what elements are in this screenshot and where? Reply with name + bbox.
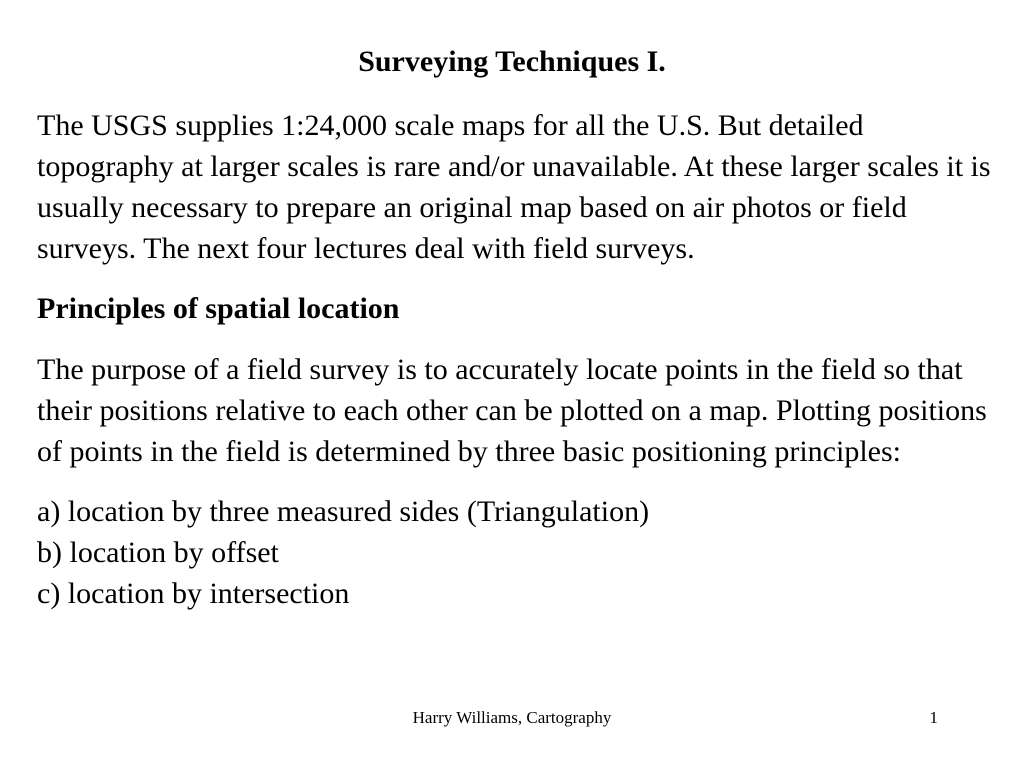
page-number: 1: [929, 708, 938, 727]
slide-title: Surveying Techniques I.: [358, 45, 666, 78]
section-paragraph: The purpose of a field survey is to accurately locate points in the field so that their positions relative to each other can be plotted on a map. Plotting positions of points in the field is determined by three basic positioning principles:: [37, 353, 987, 468]
list-item: b) location by offset: [37, 536, 279, 569]
footer-author: Harry Williams, Cartography: [412, 708, 612, 727]
principles-list: [37, 491, 997, 614]
list-item: c) location by intersection: [37, 577, 350, 610]
intro-paragraph: The USGS supplies 1:24,000 scale maps for all the U.S. But detailed topography at larger scales is rare and/or unavailable. At these larger scales it is usually necessary to prepare an original map based on air photos or field surveys. The next four lectures deal with field surveys.: [37, 109, 991, 265]
slide-body: [37, 105, 997, 614]
list-item: a) location by three measured sides (Triangulation): [37, 495, 650, 528]
section-heading: Principles of spatial location: [37, 292, 400, 325]
